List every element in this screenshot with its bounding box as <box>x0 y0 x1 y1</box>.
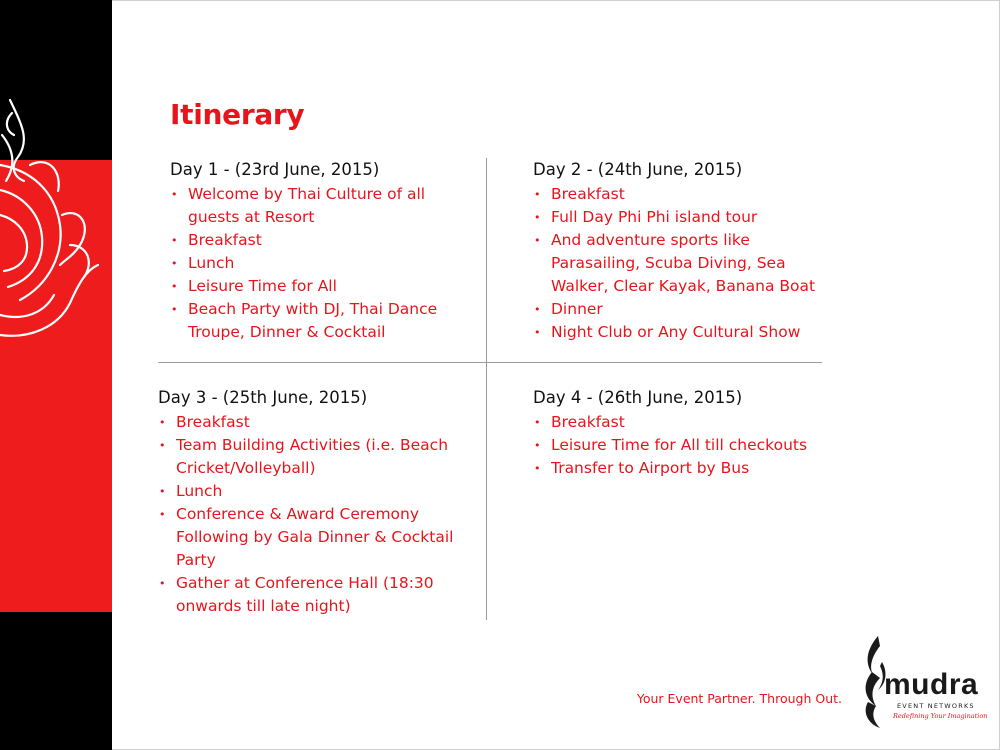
day-4-section <box>533 386 833 480</box>
vertical-divider <box>486 158 487 620</box>
logo-wordmark: mudra <box>884 668 979 701</box>
list-item: • Lunch <box>170 252 470 275</box>
list-item: • Leisure Time for All <box>170 275 470 298</box>
list-item: • Dinner <box>533 298 833 321</box>
list-item: • And adventure sports like Parasailing, Scuba Diving, Sea Walker, Clear Kayak, Banana Boat <box>533 229 833 298</box>
list-item: • Beach Party with DJ, Thai Dance Troupe, Dinner & Cocktail <box>170 298 470 344</box>
day-3-section <box>158 386 468 618</box>
day-4-heading: Day 4 - (26th June, 2015) <box>533 388 743 407</box>
list-item: • Breakfast <box>158 411 468 434</box>
day-2-heading: Day 2 - (24th June, 2015) <box>533 160 743 179</box>
list-item: • Team Building Activities (i.e. Beach Cricket/Volleyball) <box>158 434 468 480</box>
day-2-section <box>533 158 833 344</box>
list-item: • Conference & Award Ceremony Following by Gala Dinner & Cocktail Party <box>158 503 468 572</box>
day-3-items <box>158 411 468 618</box>
logo-tagline: Redefining Your Imagination <box>893 712 988 720</box>
thai-flame-motif-icon <box>0 95 112 385</box>
list-item: • Night Club or Any Cultural Show <box>533 321 833 344</box>
list-item: • Transfer to Airport by Bus <box>533 457 833 480</box>
horizontal-divider <box>158 362 822 363</box>
day-1-section <box>170 158 470 344</box>
list-item: • Welcome by Thai Culture of all guests at Resort <box>170 183 470 229</box>
list-item: • Breakfast <box>533 411 833 434</box>
day-2-items <box>533 183 833 344</box>
day-1-heading: Day 1 - (23rd June, 2015) <box>170 160 380 179</box>
list-item: • Full Day Phi Phi island tour <box>533 206 833 229</box>
day-3-heading: Day 3 - (25th June, 2015) <box>158 388 368 407</box>
list-item: • Breakfast <box>170 229 470 252</box>
list-item: • Lunch <box>158 480 468 503</box>
day-4-items <box>533 411 833 480</box>
day-1-items <box>170 183 470 344</box>
list-item: • Breakfast <box>533 183 833 206</box>
logo-subtitle: EVENT NETWORKS <box>897 702 975 710</box>
list-item: • Gather at Conference Hall (18:30 onwards till late night) <box>158 572 468 618</box>
page-title: Itinerary <box>170 98 305 131</box>
list-item: • Leisure Time for All till checkouts <box>533 434 833 457</box>
tagline: Your Event Partner. Through Out. <box>636 691 842 706</box>
